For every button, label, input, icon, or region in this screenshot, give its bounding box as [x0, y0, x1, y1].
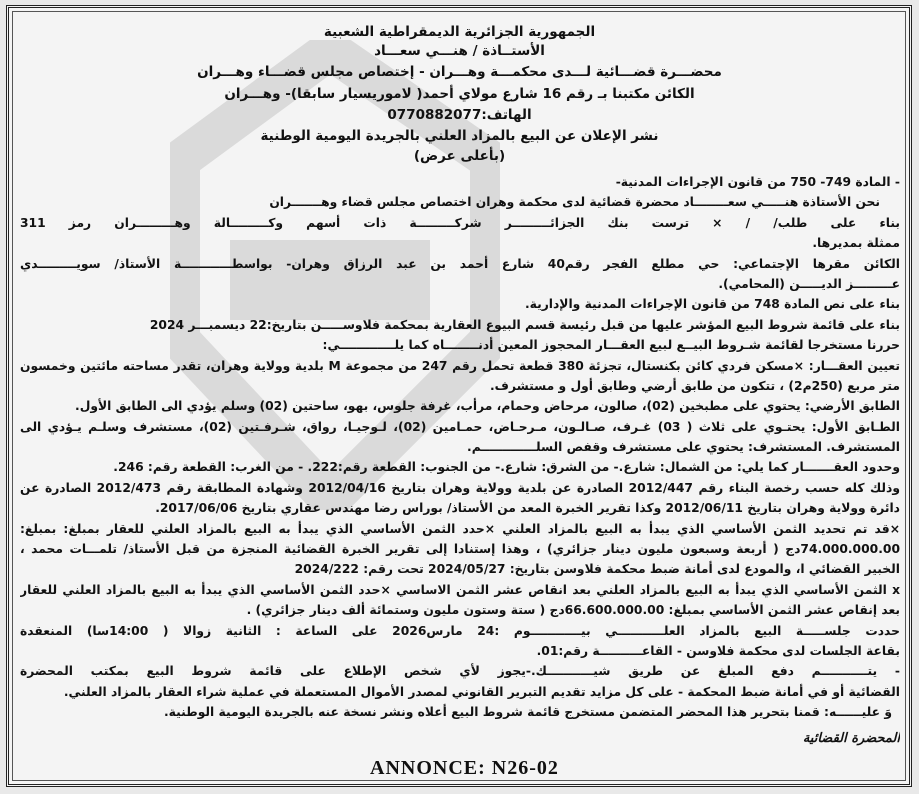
header-office: محضـــرة قضـــائية لـــدى محكمـــة وهـــران - إختصاص مجلس قضـــاء وهـــران [197, 64, 722, 80]
body-line: x الثمن الأساسي الذي يبدأ به البيع بالمزاد العلني بعد انقاص عشر الثمن الاساسي ×حدد الثمن الأساسي الذي يبدأ به البيع بالمزاد العلني للعقار [20, 582, 900, 597]
body-line: ممثلة بمديرها. [812, 236, 900, 251]
body-line: الطـابق الأول: يحتـوي على ثلاث ( 03) غـرف، صـالـون، مـرحـاض، حمـامين (02)، لـوجيـا، رواق، شـرفـتين (02)، مستشرف وسلـم يـؤدي الى [20, 419, 900, 434]
body-line: بناء على قائمة شروط البيع المؤشر عليها من قبل رئيسة قسم البيوع العقارية بمحكمة فلاوســـــن بتاريخ:22 ديسمبـــر 2024 [149, 317, 900, 332]
body-line: الطابق الأرضي: يحتوي على مطبخين (02)، صالون، مرحاض وحمام، مرأب، غرفة جلوس، بهو، ساحتين (02) وسلم يؤدي الى الطابق الأول. [75, 399, 900, 414]
body-line: الخبير القضائي ا، والمودع لدى أمانة ضبط محكمة فلاوسن بتاريخ: 2024/05/27 تحت رقم: 2024/222 [294, 562, 900, 577]
header-officer: الأستــاذة / هنـــي سعـــاد [374, 43, 545, 59]
body-line: عـــــــــز الديـــــن (المحامي). [718, 276, 900, 291]
body-line: بناء على نص المادة 748 من قانون الإجراءات المدنية والإدارية. [524, 297, 900, 312]
body-line: بقاعة الجلسات لدى محكمة فلاوسن - القاعــــــــــة رقم:01. [536, 643, 900, 658]
notice-body [20, 172, 900, 749]
notice-title: نشر الإعلان عن البيع بالمزاد العلني بالجريدة اليومية الوطنية [260, 128, 659, 144]
body-line: بعد إنقاص عشر الثمن الأساسي بمبلغ: 66.600.000.00دج ( ستة وستون مليون وستمائة ألف دينار جزائري) . [246, 603, 900, 618]
body-line: ×قد تم تحديد الثمن الأساسي الذي يبدأ به البيع بالمزاد العلني ×حدد الثمن الأساسي الذي يبدأ به البيع بالمزاد العلني للعقار بمبلغ: بمبلغ: [20, 521, 900, 536]
signature: المحضرة القضائية [802, 730, 900, 746]
body-line: بناء على طلب/ / × ترست بنك الجزائـــــــــر شركـــــــــة ذات أسهم وكـــــــــالة وهـــــــــران رمز 311 [20, 215, 900, 230]
body-line: حررنا مستخرجا لقائمة شـروط البيــع لبيع العقـــار المحجوز المعين أدنــــــــاه كما يلـــــــــــــي: [322, 338, 900, 353]
header-address: الكائن مكتبنا بـ رقم 16 شارع مولاي أحمد( لاموريسيار سابقا)- وهـــران [224, 86, 695, 102]
body-line: حددت جلســـــة البيع بالمزاد العلـــــــــــي بيــــــــــــوم :24 مارس2026 على الساعة : الثانية زوالا ( 14:00سا) المنعقدة [20, 623, 900, 638]
body-line: وذلك كله حسب رخصة البناء رقم 2012/447 الصادرة عن بلدية وولاية وهران بتاريخ 2012/04/16 وشهادة المطابقة رقم 2012/473 الصادرة عن [20, 480, 900, 495]
body-line: وحدود العقـــــــار كما يلي: من الشمال: شارع.- من الشرق: شارع.- من الجنوب: القطعة رقم:222. - من الغرب: القطعة رقم: 246. [113, 460, 900, 475]
body-line: - يتـــــــــــم دفع المبلغ عن طريق شيـــــــــــك.-يجوز لأي شخص الإطلاع على قائمة شروط البيع بمكتب المحضرة [20, 664, 900, 679]
notice-subtitle: (بأعلى عرض) [413, 148, 506, 164]
body-line: نحن الأستاذة هنـــــي سعــــــــاد محضرة قضائية لدى محكمة وهران اختصاص مجلس قضاء وهـــــــران [269, 195, 880, 210]
body-line: دائرة وولاية وهران بتاريخ 2012/06/11 وكذا تقرير الخبرة المعد من الأستاذ/ بوراس رضا مهندس عقاري بتاريخ 2017/06/06. [155, 501, 900, 516]
body-line: تعيين العقـــار: ×مسكن فردي كائن بكنستال، تجزئة 380 قطعة تحمل رقم 247 من مجموعة M بلدية وولاية وهران، تقدر مساحته مائتين وخمسون [20, 358, 900, 373]
body-line: الكائن مقرها الإجتماعي: حي مطلع الفجر رقم40 شارع أحمد بن عبد الرزاق وهران- بواسطــــــــــــة الأستاذ/ سويـــــــــدي [20, 256, 900, 271]
body-line: وَ عليــــــه: قمنا بتحرير هذا المحضر المتضمن مستخرج قائمة شروط البيع أعلاه ونشر نسخة عنه بالجريدة اليومية الوطنية. [163, 705, 892, 720]
body-line: المستشرف. المستشرف: يحتوي على مستشرف وقفص السلـــــــــــــم. [467, 440, 900, 455]
header-republic: الجمهورية الجزائرية الديمقراطية الشعبية [323, 24, 596, 40]
body-line: القضائية أو في أمانة ضبط المحكمة - على كل مزايد تقديم التبرير القانوني لمصدر الأموال المستعملة في عملية شراء العقار بالمزاد العلني. [63, 684, 900, 699]
body-line: - المادة 749- 750 من قانون الإجراءات المدنية- [615, 175, 900, 189]
annonce-number: ANNONCE: N26-02 [370, 757, 559, 779]
header-phone: الهاتف:0770882077 [387, 107, 532, 123]
body-line: متر مربع (250م2) ، تتكون من طابق أرضي وطابق أول و مستشرف. [490, 378, 900, 393]
body-line: 74.000.000.00دج ( أربعة وسبعون مليون دينار جزائري) ، وهذا إستنادا إلى تقرير الخبرة القضائية المنجزة من قبل الأستاذ/ تلمـــات محمد ، [20, 542, 900, 557]
